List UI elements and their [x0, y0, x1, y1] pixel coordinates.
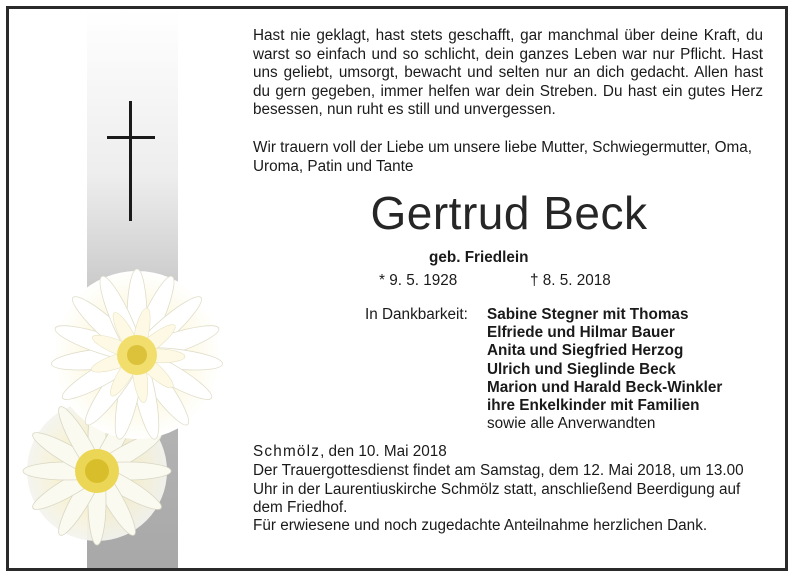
gratitude-note: Für erwiesene und noch zugedachte Anteilnahme herzlichen Dank.: [253, 517, 708, 534]
birth-date: * 9. 5. 1928: [379, 272, 458, 289]
mourner-item: ihre Enkelkinder mit Familien: [487, 397, 700, 415]
obituary-notice: [6, 6, 788, 571]
mourning-intro: Wir trauern voll der Liebe um unsere liebe Mutter, Schwiegermutter, Oma, Uroma, Patin und Tante: [253, 139, 753, 175]
mourners-closing: sowie alle Anverwandten: [487, 415, 656, 433]
mourner-item: Ulrich und Sieglinde Beck: [487, 360, 676, 378]
dahlia-flowers-image: [9, 259, 269, 569]
mourner-item: Sabine Stegner mit Thomas: [487, 306, 689, 323]
funeral-service-info: Der Trauergottesdienst findet am Samstag, dem 12. Mai 2018, um 13.00 Uhr in der Laurentiuskirche Schmölz statt, anschließend Beerdigung auf dem Friedhof.: [253, 462, 744, 516]
mourner-item: Marion und Harald Beck-Winkler: [487, 378, 723, 396]
poem-text: Hast nie geklagt, hast stets geschafft, gar manchmal über deine Kraft, du warst so einfach und so schlicht, dein ganzes Leben war nur Pflicht. Hast uns geliebt, umsorgt, bewacht und selten nur an dich gedacht. Allen hast du gern gegeben, immer helfen war dein Streben. Du hast ein gutes Herz besessen, nun ruht es still und unvergessen.: [253, 27, 763, 118]
cross-icon: [107, 101, 155, 221]
notice-date: , den 10. Mai 2018: [320, 443, 447, 460]
maiden-name: geb. Friedlein: [429, 249, 529, 266]
mourner-item: Elfriede und Hilmar Bauer: [487, 324, 675, 342]
place-name: Schmölz: [253, 443, 321, 460]
deceased-name: Gertrud Beck: [370, 187, 648, 239]
thanks-label: In Dankbarkeit:: [365, 306, 468, 323]
place-date-line: [253, 443, 763, 462]
mourners-list: [487, 306, 722, 433]
mourner-item: Anita und Siegfried Herzog: [487, 342, 684, 360]
death-date: † 8. 5. 2018: [530, 272, 611, 289]
